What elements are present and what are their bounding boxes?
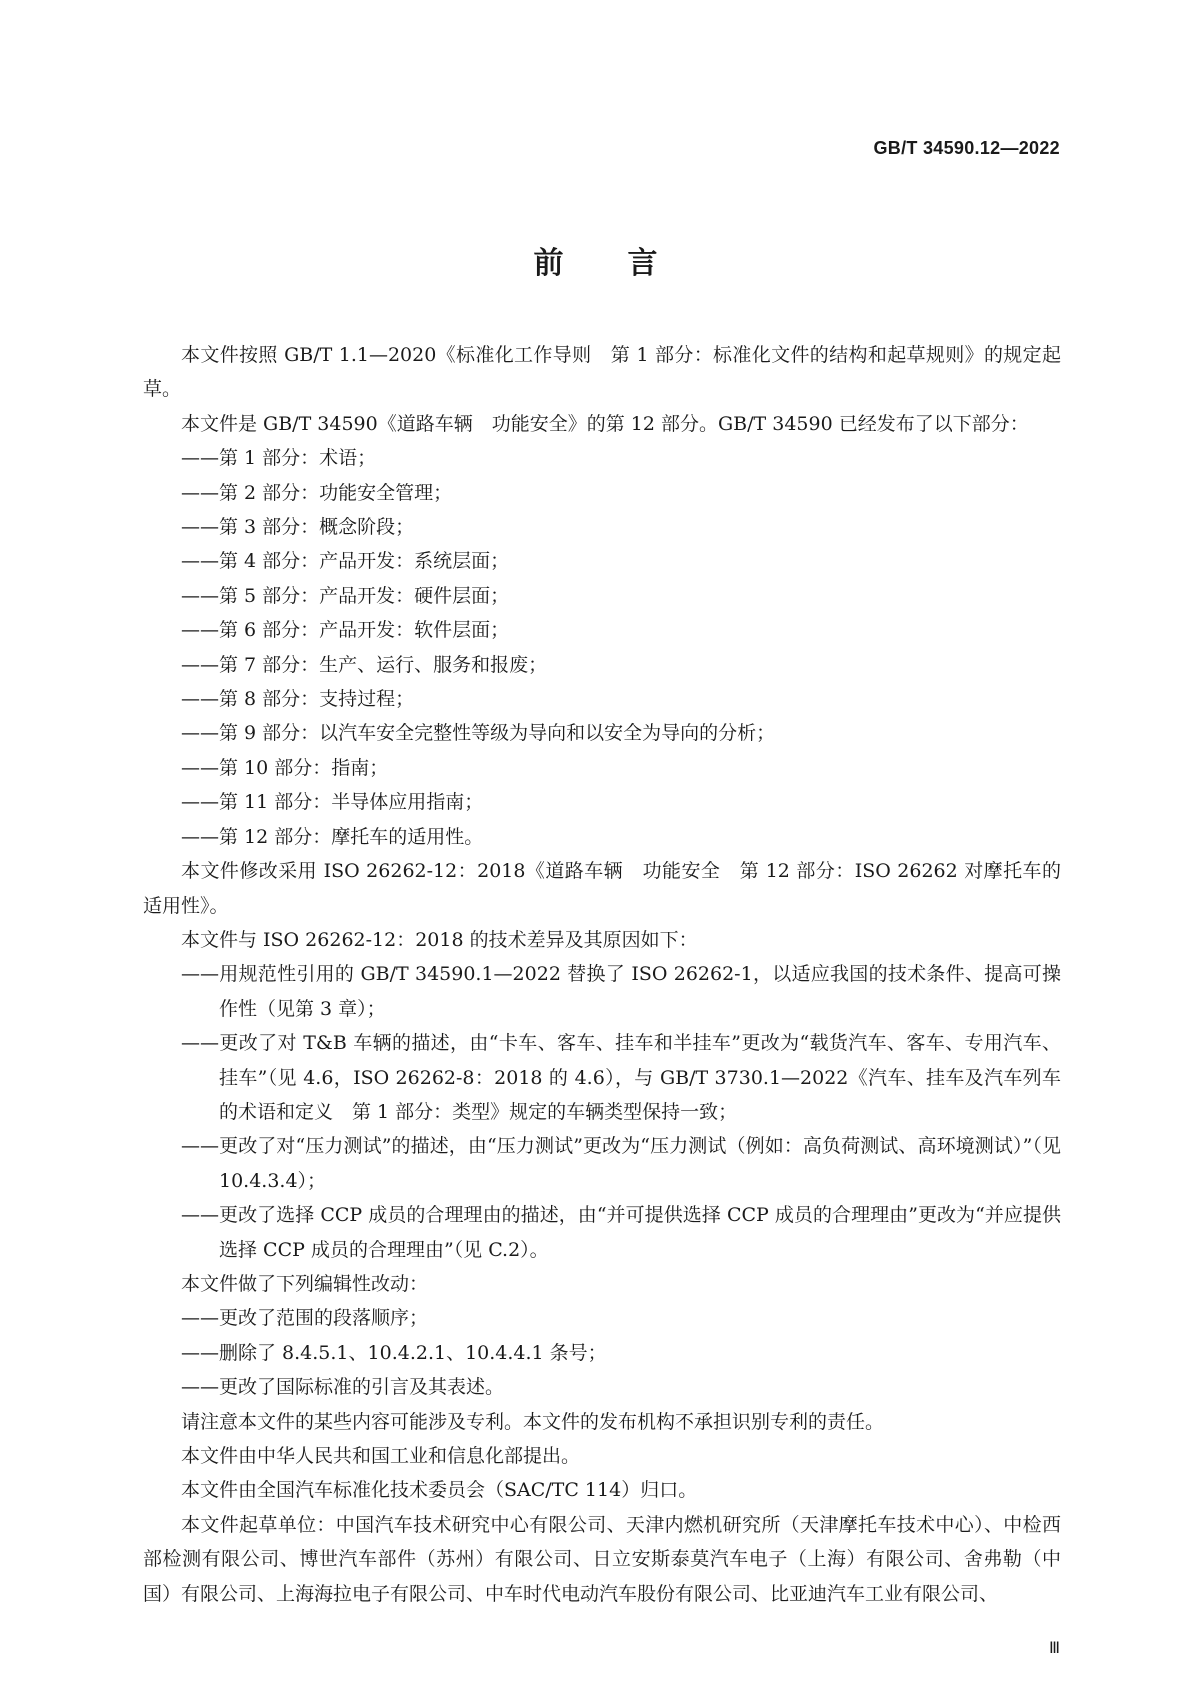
paragraph: 本文件起草单位：中国汽车技术研究中心有限公司、天津内燃机研究所（天津摩托车技术中心）、中检西部检测有限公司、博世汽车部件（苏州）有限公司、日立安斯泰莫汽车电子（上海）有限公司、舍弗勒（中国）有限公司、上海海拉电子有限公司、中车时代电动汽车股份有限公司、比亚迪汽车工业有限公司、 [143, 1513, 1061, 1605]
list-item: ——第 10 部分：指南； [143, 751, 1061, 785]
dash-marker: —— [181, 963, 219, 986]
list-item: ——用规范性引用的 GB/T 34590.1—2022 替换了 ISO 26262-1，以适应我国的技术条件、提高可操作性（见第 3 章）； [143, 957, 1061, 1026]
page-title: 前言 [533, 246, 722, 281]
dash-marker: —— [181, 1135, 219, 1158]
dash-marker: —— [181, 481, 219, 504]
paragraph: 本文件按照 GB/T 1.1—2020《标准化工作导则 第 1 部分：标准化文件的结构和起草规则》的规定起草。 [143, 344, 1061, 401]
list-item: ——更改了范围的段落顺序； [143, 1301, 1061, 1335]
list-item: ——第 3 部分：概念阶段； [143, 510, 1061, 544]
dash-marker: —— [181, 722, 219, 745]
dash-marker: —— [181, 1032, 219, 1055]
dash-marker: —— [181, 550, 219, 573]
dash-marker: —— [181, 1376, 219, 1399]
list-item: ——第 5 部分：产品开发：硬件层面； [143, 579, 1061, 613]
paragraph: 请注意本文件的某些内容可能涉及专利。本文件的发布机构不承担识别专利的责任。 [181, 1410, 885, 1433]
list-item: ——第 11 部分：半导体应用指南； [143, 785, 1061, 819]
list-item: ——第 4 部分：产品开发：系统层面； [143, 544, 1061, 578]
list-item: ——第 9 部分：以汽车安全完整性等级为导向和以安全为导向的分析； [143, 716, 1061, 750]
dash-marker: —— [181, 447, 219, 470]
list-item: ——更改了选择 CCP 成员的合理理由的描述，由“并可提供选择 CCP 成员的合理理由”更改为“并应提供选择 CCP 成员的合理理由”（见 C.2）。 [143, 1198, 1061, 1267]
dash-marker: —— [181, 584, 219, 607]
list-item: ——第 8 部分：支持过程； [143, 682, 1061, 716]
list-item: ——删除了 8.4.5.1、10.4.2.1、10.4.4.1 条号； [143, 1336, 1061, 1370]
dash-marker: —— [181, 825, 219, 848]
paragraph: 本文件做了下列编辑性改动： [181, 1272, 429, 1295]
list-item: ——第 6 部分：产品开发：软件层面； [143, 613, 1061, 647]
standard-number: GB/T 34590.12—2022 [873, 138, 1060, 158]
paragraph: 本文件由全国汽车标准化技术委员会（SAC/TC 114）归口。 [181, 1479, 698, 1502]
page-number: Ⅲ [1048, 1640, 1060, 1657]
dash-marker: —— [181, 1307, 219, 1330]
paragraph: 本文件是 GB/T 34590《道路车辆 功能安全》的第 12 部分。GB/T 34590 已经发布了以下部分： [181, 412, 1029, 435]
list-item: ——第 12 部分：摩托车的适用性。 [143, 820, 1061, 854]
list-item: ——第 1 部分：术语； [143, 441, 1061, 475]
list-item: ——第 2 部分：功能安全管理； [143, 476, 1061, 510]
list-item: ——更改了国际标准的引言及其表述。 [143, 1370, 1061, 1404]
dash-marker: —— [181, 688, 219, 711]
list-item: ——更改了对 T&B 车辆的描述，由“卡车、客车、挂车和半挂车”更改为“载货汽车、客车、专用汽车、挂车”（见 4.6，ISO 26262-8：2018 的 4.6），与 GB/T 3730.1—2022《汽车、挂车及汽车列车的术语和定义 第 1 部分：类型》规定的车辆类型保持一致； [143, 1026, 1061, 1129]
dash-marker: —— [181, 619, 219, 642]
dash-marker: —— [181, 1204, 219, 1227]
list-item: ——更改了对“压力测试”的描述，由“压力测试”更改为“压力测试（例如：高负荷测试、高环境测试）”（见 10.4.3.4）； [143, 1129, 1061, 1198]
dash-marker: —— [181, 791, 219, 814]
dash-marker: —— [181, 653, 219, 676]
foreword-body [143, 338, 1061, 1611]
paragraph: 本文件与 ISO 26262-12：2018 的技术差异及其原因如下： [181, 928, 698, 951]
dash-marker: —— [181, 756, 219, 779]
dash-marker: —— [181, 516, 219, 539]
list-item: ——第 7 部分：生产、运行、服务和报废； [143, 648, 1061, 682]
dash-marker: —— [181, 1341, 219, 1364]
paragraph: 本文件修改采用 ISO 26262-12：2018《道路车辆 功能安全 第 12 部分：ISO 26262 对摩托车的适用性》。 [143, 860, 1061, 917]
paragraph: 本文件由中华人民共和国工业和信息化部提出。 [181, 1445, 581, 1467]
